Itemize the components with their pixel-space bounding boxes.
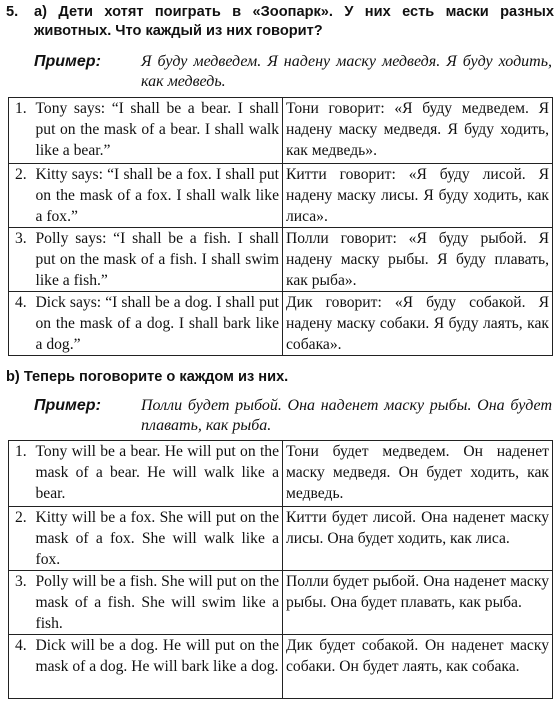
exercise-number: 5. (6, 4, 19, 20)
english-sentence: Tony says: “I shall be a bear. I shall put on the mask of a bear. I shall walk like a bear.” (35, 98, 283, 164)
row-number: 4. (9, 635, 35, 699)
russian-translation: Полли будет рыбой. Она наденет маску рыбы. Она будет плавать, как рыба. (283, 571, 553, 635)
table-row (9, 507, 553, 571)
russian-translation: Дик говорит: «Я буду собакой. Я надену маску собаки. Я буду лаять, как собака». (283, 292, 553, 356)
row-number: 2. (9, 507, 35, 571)
part-a-heading (6, 3, 554, 43)
table-row (9, 164, 553, 228)
part-a-example-text: Я буду медведем. Я надену маску медведя. Я буду ходить, как медведь. (141, 53, 552, 90)
english-sentence: Kitty will be a fox. She will put on the mask of a fox. She will walk like a fox. (35, 507, 283, 571)
row-number: 1. (9, 441, 35, 507)
table-row (9, 571, 553, 635)
part-b-instruction: b) Теперь поговорите о каждом из них. (6, 369, 289, 385)
row-number: 3. (9, 228, 35, 292)
part-a-example (34, 52, 552, 94)
english-sentence: Tony will be a bear. He will put on the mask of a bear. He will walk like a bear. (35, 441, 283, 507)
part-b-heading (6, 368, 554, 388)
english-sentence: Polly says: “I shall be a fish. I shall put on the mask of a fish. I shall swim like a fish.” (35, 228, 283, 292)
part-b-table (8, 440, 553, 699)
english-sentence: Dick will be a dog. He will put on the mask of a dog. He will bark like a dog. (35, 635, 283, 699)
table-row (9, 228, 553, 292)
russian-translation: Дик будет собакой. Он наденет маску собаки. Он будет лаять, как собака. (283, 635, 553, 699)
part-a-table (8, 97, 553, 356)
table-row (9, 98, 553, 164)
row-number: 3. (9, 571, 35, 635)
row-number: 4. (9, 292, 35, 356)
russian-translation: Тони будет медведем. Он наденет маску медведя. Он будет ходить, как медведь. (283, 441, 553, 507)
part-b-example-text: Полли будет рыбой. Она наденет маску рыбы. Она будет плавать, как рыба. (141, 397, 552, 434)
russian-translation: Китти говорит: «Я буду лисой. Я надену маску лисы. Я буду ходить, как лиса». (283, 164, 553, 228)
part-a-instruction: a) Дети хотят поиграть в «Зоопарк». У них есть маски разных животных. Что каждый из них говорит? (34, 4, 554, 39)
row-number: 1. (9, 98, 35, 164)
english-sentence: Kitty says: “I shall be a fox. I shall put on the mask of a fox. I shall walk like a fox.” (35, 164, 283, 228)
part-b-example-label: Пример: (34, 397, 101, 414)
russian-translation: Тони говорит: «Я буду медведем. Я надену маску медведя. Я буду ходить, как медведь». (283, 98, 553, 164)
russian-translation: Китти будет лисой. Она наденет маску лисы. Она будет ходить, как лиса. (283, 507, 553, 571)
english-sentence: Dick says: “I shall be a dog. I shall put on the mask of a dog. I shall bark like a dog.” (35, 292, 283, 356)
part-b-example (34, 396, 552, 438)
table-row (9, 635, 553, 699)
part-a-example-label: Пример: (34, 53, 101, 70)
russian-translation: Полли говорит: «Я буду рыбой. Я надену маску рыбы. Я буду плавать, как рыба». (283, 228, 553, 292)
english-sentence: Polly will be a fish. She will put on the mask of a fish. She will swim like a fish. (35, 571, 283, 635)
table-row (9, 292, 553, 356)
row-number: 2. (9, 164, 35, 228)
table-row (9, 441, 553, 507)
